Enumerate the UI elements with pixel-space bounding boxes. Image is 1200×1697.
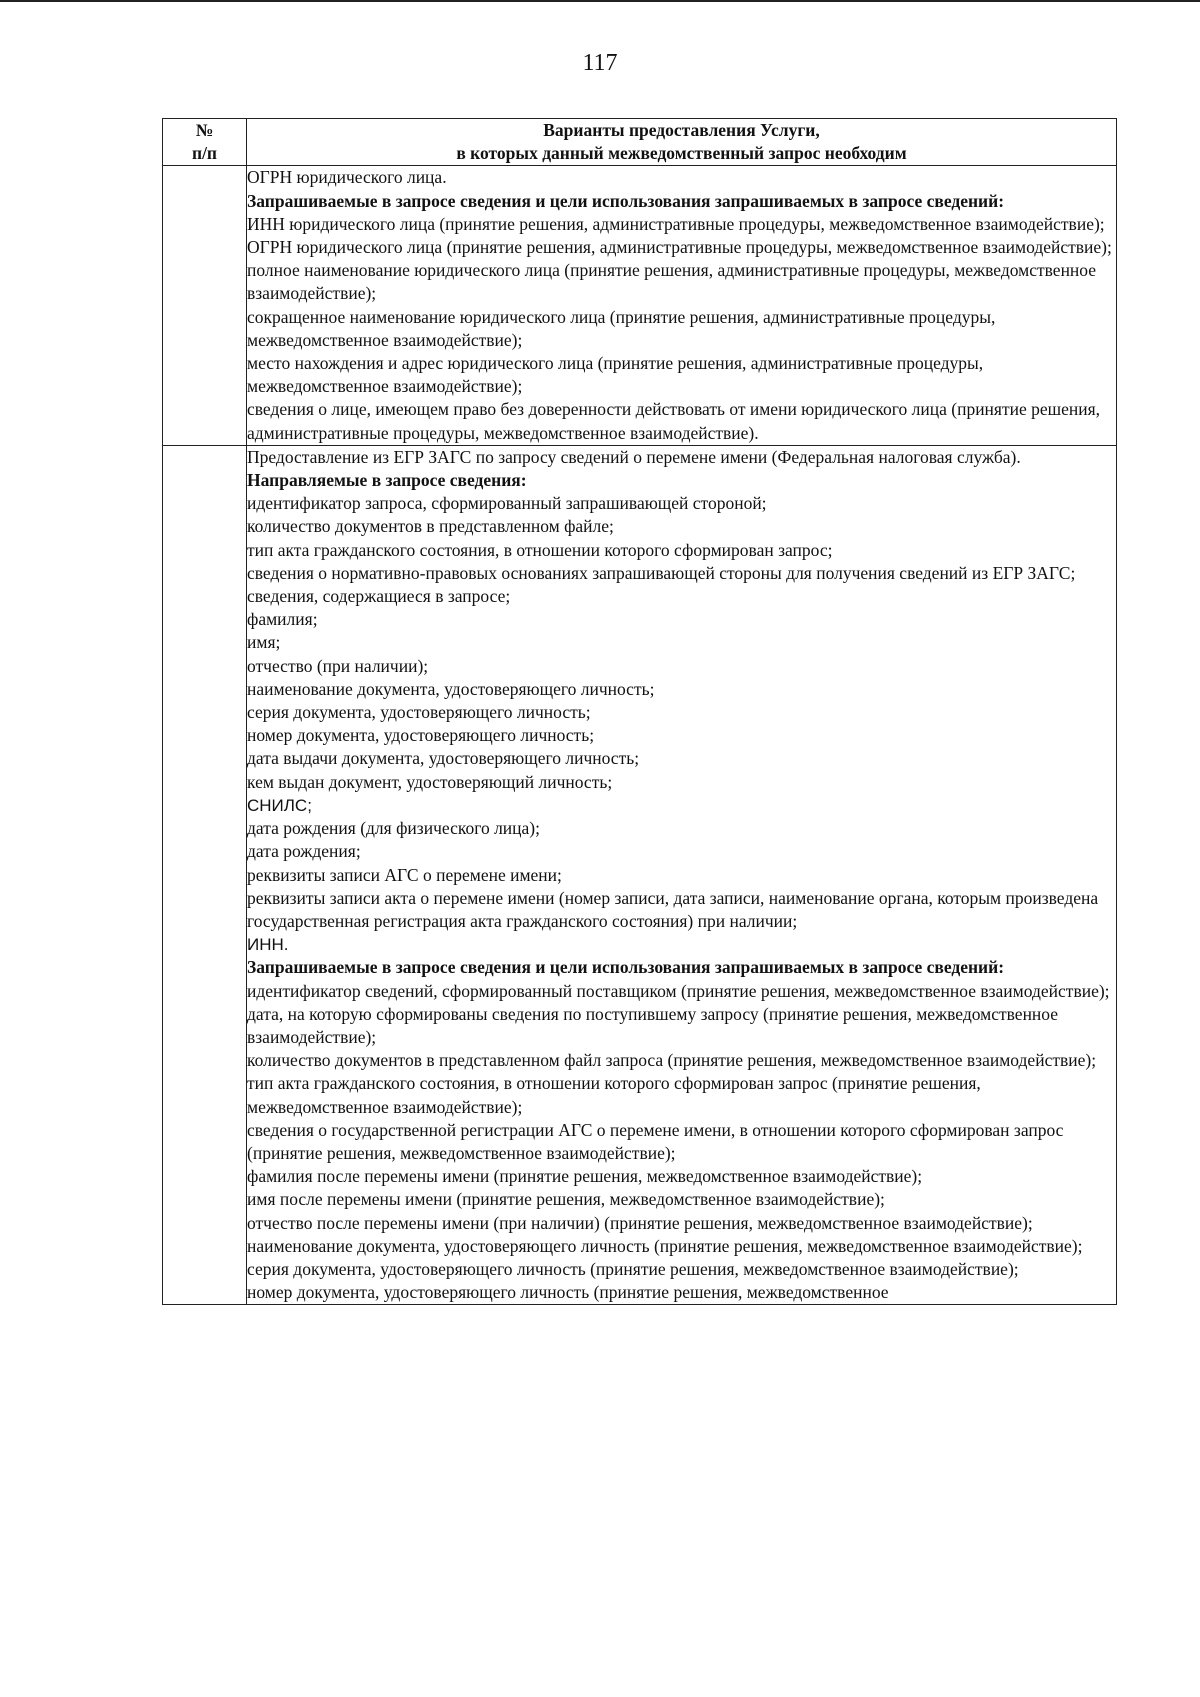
row-content-cell	[247, 166, 1117, 445]
header-number-column	[163, 119, 247, 166]
content-line: дата, на которую сформированы сведения по поступившему запросу (принятие решения, межведомственное взаимодействие);	[247, 1003, 1059, 1047]
section-heading-text: Направляемые в запросе сведения:	[247, 470, 527, 491]
header-title-line-1: Варианты предоставления Услуги,	[543, 120, 820, 140]
table-body	[163, 166, 1117, 1305]
table-header-row	[163, 119, 1117, 166]
content-line: номер документа, удостоверяющего личность;	[247, 725, 595, 746]
header-number-symbol: №	[195, 120, 214, 140]
content-line: тип акта гражданского состояния, в отношении которого сформирован запрос (принятие решения, межведомственное взаимодействие);	[247, 1073, 981, 1117]
content-line: дата рождения;	[247, 841, 361, 862]
page-number: 117	[582, 50, 618, 76]
content-line: ИНН юридического лица (принятие решения, административные процедуры, межведомственное взаимодействие);	[247, 213, 1105, 234]
table-row	[163, 166, 1117, 445]
content-line: ОГРН юридического лица (принятие решения, административные процедуры, межведомственное взаимодействие);	[247, 237, 1112, 258]
content-line: сокращенное наименование юридического лица (принятие решения, административные процедуры, межведомственное взаимодействие);	[247, 306, 996, 350]
content-line: наименование документа, удостоверяющего личность (принятие решения, межведомственное взаимодействие);	[247, 1235, 1083, 1256]
content-line: реквизиты записи АГС о перемене имени;	[247, 864, 562, 885]
content-line: количество документов в представленном файл запроса (принятие решения, межведомственное взаимодействие);	[247, 1050, 1097, 1071]
row-content-cell	[247, 445, 1117, 1305]
content-line: тип акта гражданского состояния, в отношении которого сформирован запрос;	[247, 539, 833, 560]
content-line: ИНН.	[247, 935, 289, 955]
header-title-line-2: в которых данный межведомственный запрос необходим	[456, 143, 907, 164]
header-variants-column	[247, 119, 1117, 166]
content-line: ОГРН юридического лица.	[247, 167, 447, 188]
content-line: наименование документа, удостоверяющего личность;	[247, 678, 655, 699]
content-line: имя;	[247, 632, 281, 653]
content-line: серия документа, удостоверяющего личность (принятие решения, межведомственное взаимодействие);	[247, 1258, 1019, 1279]
row-number-cell	[163, 445, 247, 1305]
content-line: сведения о лице, имеющем право без доверенности действовать от имени юридического лица (принятие решения, административные процедуры, межведомственное взаимодействие).	[247, 399, 1101, 443]
content-line: реквизиты записи акта о перемене имени (номер записи, дата записи, наименование органа, которым произведена государственная регистрация акта гражданского состояния) при наличии;	[247, 887, 1099, 931]
content-line: полное наименование юридического лица (принятие решения, административные процедуры, межведомственное взаимодействие);	[247, 260, 1097, 304]
section-heading-text: Запрашиваемые в запросе сведения и цели использования запрашиваемых в запросе сведений:	[247, 957, 1005, 978]
top-border-rule	[0, 0, 1200, 2]
content-line: СНИЛС;	[247, 795, 312, 815]
header-number-abbrev: п/п	[191, 143, 218, 164]
content-line: дата рождения (для физического лица);	[247, 818, 540, 839]
content-line: идентификатор запроса, сформированный запрашивающей стороной;	[247, 493, 767, 514]
content-line: номер документа, удостоверяющего личность (принятие решения, межведомственное	[247, 1282, 889, 1303]
content-line: серия документа, удостоверяющего личность;	[247, 702, 591, 723]
content-line: отчество после перемены имени (при наличии) (принятие решения, межведомственное взаимодействие);	[247, 1212, 1033, 1233]
content-line: количество документов в представленном файле;	[247, 516, 614, 537]
services-table	[162, 118, 1117, 1305]
content-line: сведения о государственной регистрации АГС о перемене имени, в отношении которого сформирован запрос (принятие решения, межведомственное взаимодействие);	[247, 1119, 1064, 1163]
content-line: сведения, содержащиеся в запросе;	[247, 586, 511, 607]
content-line: Предоставление из ЕГР ЗАГС по запросу сведений о перемене имени (Федеральная налоговая служба).	[247, 446, 1021, 467]
content-line: имя после перемены имени (принятие решения, межведомственное взаимодействие);	[247, 1189, 885, 1210]
row-number-cell	[163, 166, 247, 445]
content-line: сведения о нормативно-правовых основаниях запрашивающей стороны для получения сведений из ЕГР ЗАГС;	[247, 562, 1076, 583]
table-row	[163, 445, 1117, 1305]
content-line: кем выдан документ, удостоверяющий личность;	[247, 771, 613, 792]
content-line: фамилия;	[247, 609, 318, 630]
content-line: место нахождения и адрес юридического лица (принятие решения, административные процедуры, межведомственное взаимодействие);	[247, 353, 984, 397]
section-heading-text: Запрашиваемые в запросе сведения и цели использования запрашиваемых в запросе сведений:	[247, 190, 1005, 211]
content-line: дата выдачи документа, удостоверяющего личность;	[247, 748, 640, 769]
content-line: отчество (при наличии);	[247, 655, 429, 676]
content-line: идентификатор сведений, сформированный поставщиком (принятие решения, межведомственное взаимодействие);	[247, 980, 1110, 1001]
content-line: фамилия после перемены имени (принятие решения, межведомственное взаимодействие);	[247, 1166, 923, 1187]
